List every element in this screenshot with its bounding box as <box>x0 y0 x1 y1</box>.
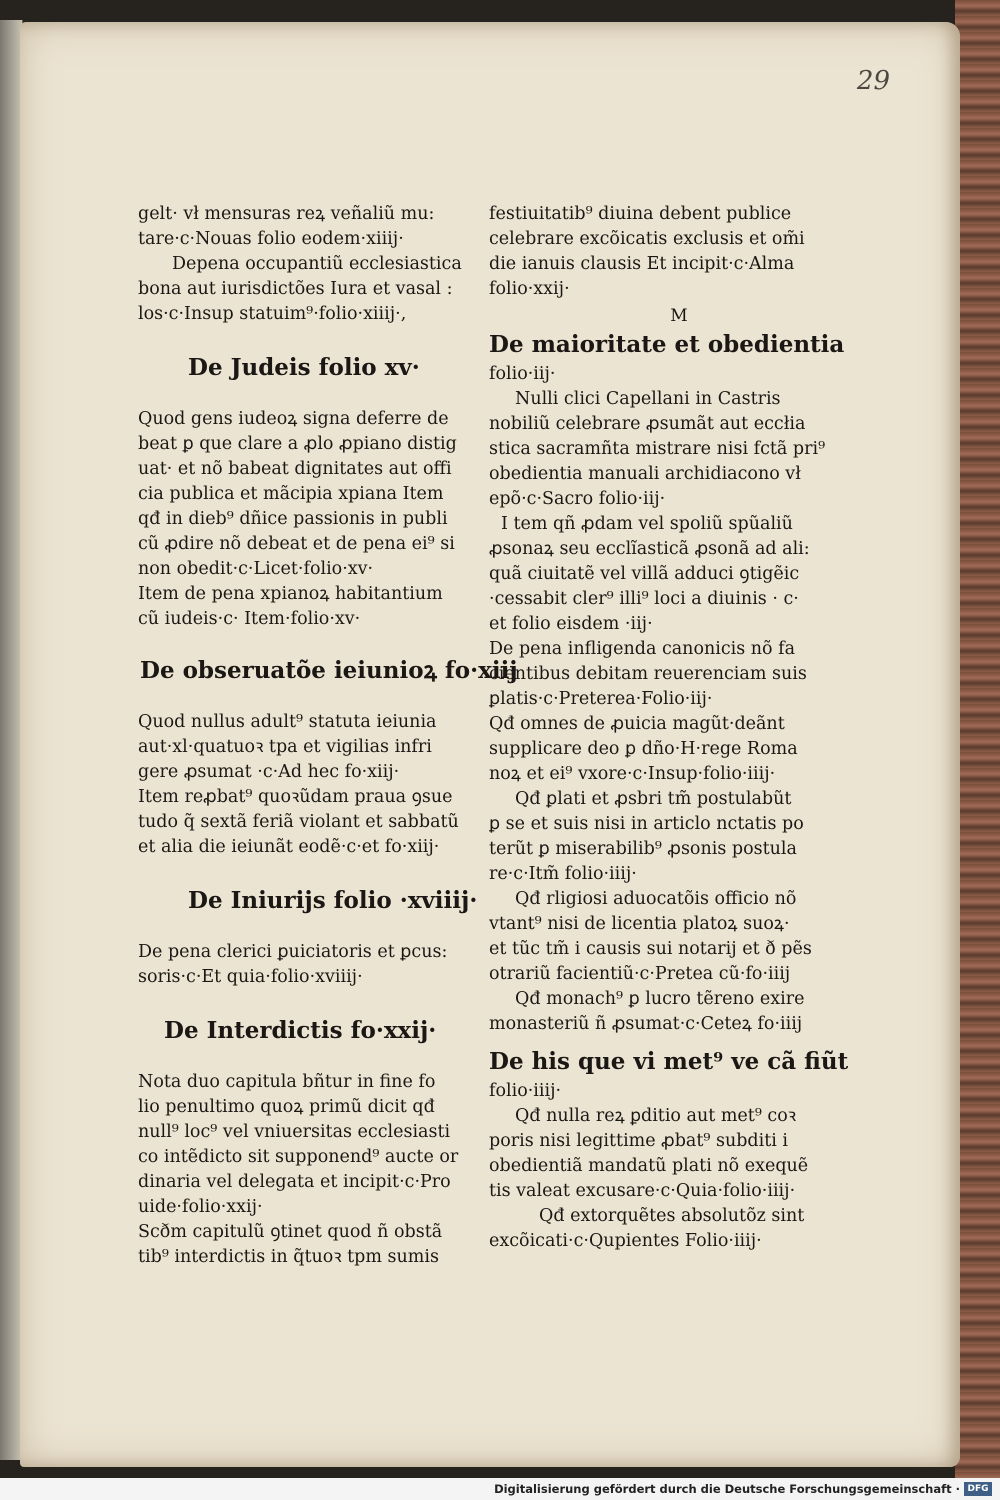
text-line: lio penultimo quoꝝ primũ dicit qđ <box>138 1097 435 1117</box>
text-line: obedientiã mandatũ plati nõ exequẽ <box>489 1156 809 1176</box>
text-line: et alia die ieiunãt eodẽ·c·et fo·xiij· <box>138 837 440 857</box>
text-line: folio·iij· <box>489 364 556 384</box>
text-line: poris nisi legittime ꝓbat⁹ subditi i <box>489 1131 789 1151</box>
text-line: Scðm capitulũ ꝯtinet quod ñ obstã <box>138 1222 443 1242</box>
section-heading: De his que vi met⁹ ve cã fiũt <box>489 1048 849 1075</box>
text-line: Quod nullus adult⁹ statuta ieiunia <box>138 712 437 732</box>
text-line: gere ꝓsumat ·c·Ad hec fo·xiij· <box>138 762 400 782</box>
text-line: null⁹ loc⁹ vel vniuersitas ecclesiasti <box>138 1122 451 1142</box>
text-line: gelt· vł mensuras reꝝ veñaliũ mu: <box>138 204 435 224</box>
text-line: ꝑ se et suis nisi in articlo nctatis po <box>489 814 804 834</box>
section-letter: M <box>670 306 688 326</box>
text-line: et tũc tm̃ i causis sui notarij et ð pẽs <box>489 939 812 959</box>
text-line: tudo q̃ sextã feriã violant et sabbatũ <box>138 812 459 832</box>
attribution-footer <box>0 1478 1000 1500</box>
text-line: Quod gens iudeoꝝ signa deferre de <box>138 409 449 429</box>
text-line: tis valeat excusare·c·Quia·folio·iiij· <box>489 1181 796 1201</box>
text-line: stica sacramñta mistrare nisi fctã pri⁹ <box>489 439 826 459</box>
text-line: Qđ rligiosi aduocatõis officio nõ <box>515 889 797 909</box>
book-edge-binding <box>955 0 1000 1478</box>
section-heading: De obseruatõe ieiunioꝝ fo·xiij <box>140 657 518 684</box>
text-line: De pena infligenda canonicis nõ fa <box>489 639 796 659</box>
text-line: excõicati·c·Qupientes Folio·iiij· <box>489 1231 762 1251</box>
text-line: los·c·Insup statuim⁹·folio·xiiij·, <box>138 304 407 324</box>
text-line: De pena clerici ꝑuiciatoris et ꝑcus: <box>138 942 448 962</box>
text-line: cũ iudeis·c· Item·folio·xv· <box>138 609 361 629</box>
text-line: bona aut iurisdictões Iura et vasal : <box>138 279 453 299</box>
text-line: Nota duo capitula bñtur in fine fo <box>138 1072 436 1092</box>
text-line: Qđ nulla reꝝ ꝑditio aut met⁹ coꝛ <box>515 1106 797 1126</box>
section-heading: De Judeis folio xv· <box>188 354 420 381</box>
text-line: folio·iiij· <box>489 1081 562 1101</box>
text-line: ꝓsonaꝝ seu ecclĩasticã ꝓsonã ad ali: <box>489 539 810 559</box>
left-text-column <box>138 202 518 1270</box>
text-line: Depena occupantiũ ecclesiastica <box>172 254 462 274</box>
text-line: ꝑlatis·c·Preterea·Folio·iij· <box>489 689 713 709</box>
text-line: Nulli clici Capellani in Castris <box>515 389 781 409</box>
text-line: cientibus debitam reuerenciam suis <box>489 664 807 684</box>
text-line: I tem qñ ꝓdam vel spoliũ spũaliũ <box>501 514 793 534</box>
section-heading: De Interdictis fo·xxij· <box>164 1017 437 1044</box>
section-heading: De Iniurijs folio ·xviiij· <box>188 887 478 914</box>
text-line: non obedit·c·Licet·folio·xv· <box>138 559 374 579</box>
text-line: Qđ omnes de ꝓuicia magũt·deãnt <box>489 714 785 734</box>
text-line: obedientia manuali archidiacono vł <box>489 464 801 484</box>
text-line: Item reꝓbat⁹ quoꝛũdam praua ꝯsue <box>138 787 453 807</box>
text-line: terũt ꝑ miserabilib⁹ ꝓsonis postula <box>489 839 797 859</box>
text-line: co intẽdicto sit supponend⁹ aucte or <box>138 1147 459 1167</box>
dfg-logo[interactable]: DFG <box>964 1482 992 1496</box>
text-line: monasteriũ ñ ꝓsumat·c·Ceteꝝ fo·iiij <box>489 1014 803 1034</box>
folio-number: 29 <box>856 66 890 96</box>
text-line: otrariũ facientiũ·c·Pretea cũ·fo·iiij <box>489 964 791 984</box>
text-line: epõ·c·Sacro folio·iij· <box>489 489 666 509</box>
text-line: cia publica et mãcipia xpiana Item <box>138 484 444 504</box>
text-line: et folio eisdem ·iij· <box>489 614 653 634</box>
text-line: re·c·Itm̃ folio·iiij· <box>489 864 637 884</box>
text-line: quã ciuitatẽ vel villã adduci ꝯtigẽic <box>489 564 800 584</box>
text-line: tib⁹ interdictis in q̃tuoꝛ tpm sumis <box>138 1247 439 1267</box>
text-line: uide·folio·xxij· <box>138 1197 263 1217</box>
text-line: ·cessabit cler⁹ illi⁹ loci a diuinis · c· <box>489 589 799 609</box>
section-heading: De maioritate et obedientia <box>489 331 845 358</box>
funding-note: Digitalisierung gefördert durch die Deutsche Forschungsgemeinschaft · <box>494 1482 960 1496</box>
text-line: Qđ monach⁹ ꝑ lucro tẽreno exire <box>515 989 805 1009</box>
text-line: soris·c·Et quia·folio·xviiij· <box>138 967 363 987</box>
text-line: uat· et nõ babeat dignitates aut offi <box>138 459 452 479</box>
text-line: aut·xl·quatuoꝛ tpa et vigilias infri <box>138 737 432 757</box>
text-line: nobiliũ celebrare ꝓsumãt aut eccłia <box>489 414 806 434</box>
text-line: vtant⁹ nisi de licentia platoꝝ suoꝝ· <box>489 914 790 934</box>
text-line: noꝝ et ei⁹ vxore·c·Insup·folio·iiij· <box>489 764 776 784</box>
text-line: Qđ ꝑlati et ꝓsbri tm̃ postulabũt <box>515 789 792 809</box>
text-line: festiuitatib⁹ diuina debent publice <box>489 204 792 224</box>
text-line: cũ ꝓdire nõ debeat et de pena ei⁹ si <box>138 534 455 554</box>
text-line: folio·xxij· <box>489 279 570 299</box>
text-line: beat ꝑ que clare a ꝓlo ꝓpiano distig <box>138 434 457 454</box>
text-line: celebrare excõicatis exclusis et om̃i <box>489 229 805 249</box>
text-line: Qđ extorquẽtes absolutõz sint <box>539 1206 805 1226</box>
text-line: Item de pena xpianoꝝ habitantium <box>138 584 443 604</box>
text-line: supplicare deo ꝑ dño·H·rege Roma <box>489 739 798 759</box>
text-line: qđ in dieb⁹ dñice passionis in publi <box>138 509 448 529</box>
text-line: die ianuis clausis Et incipit·c·Alma <box>489 254 795 274</box>
text-line: tare·c·Nouas folio eodem·xiiij· <box>138 229 404 249</box>
text-line: dinaria vel delegata et incipit·c·Pro <box>138 1172 451 1192</box>
right-text-column <box>489 202 849 1254</box>
